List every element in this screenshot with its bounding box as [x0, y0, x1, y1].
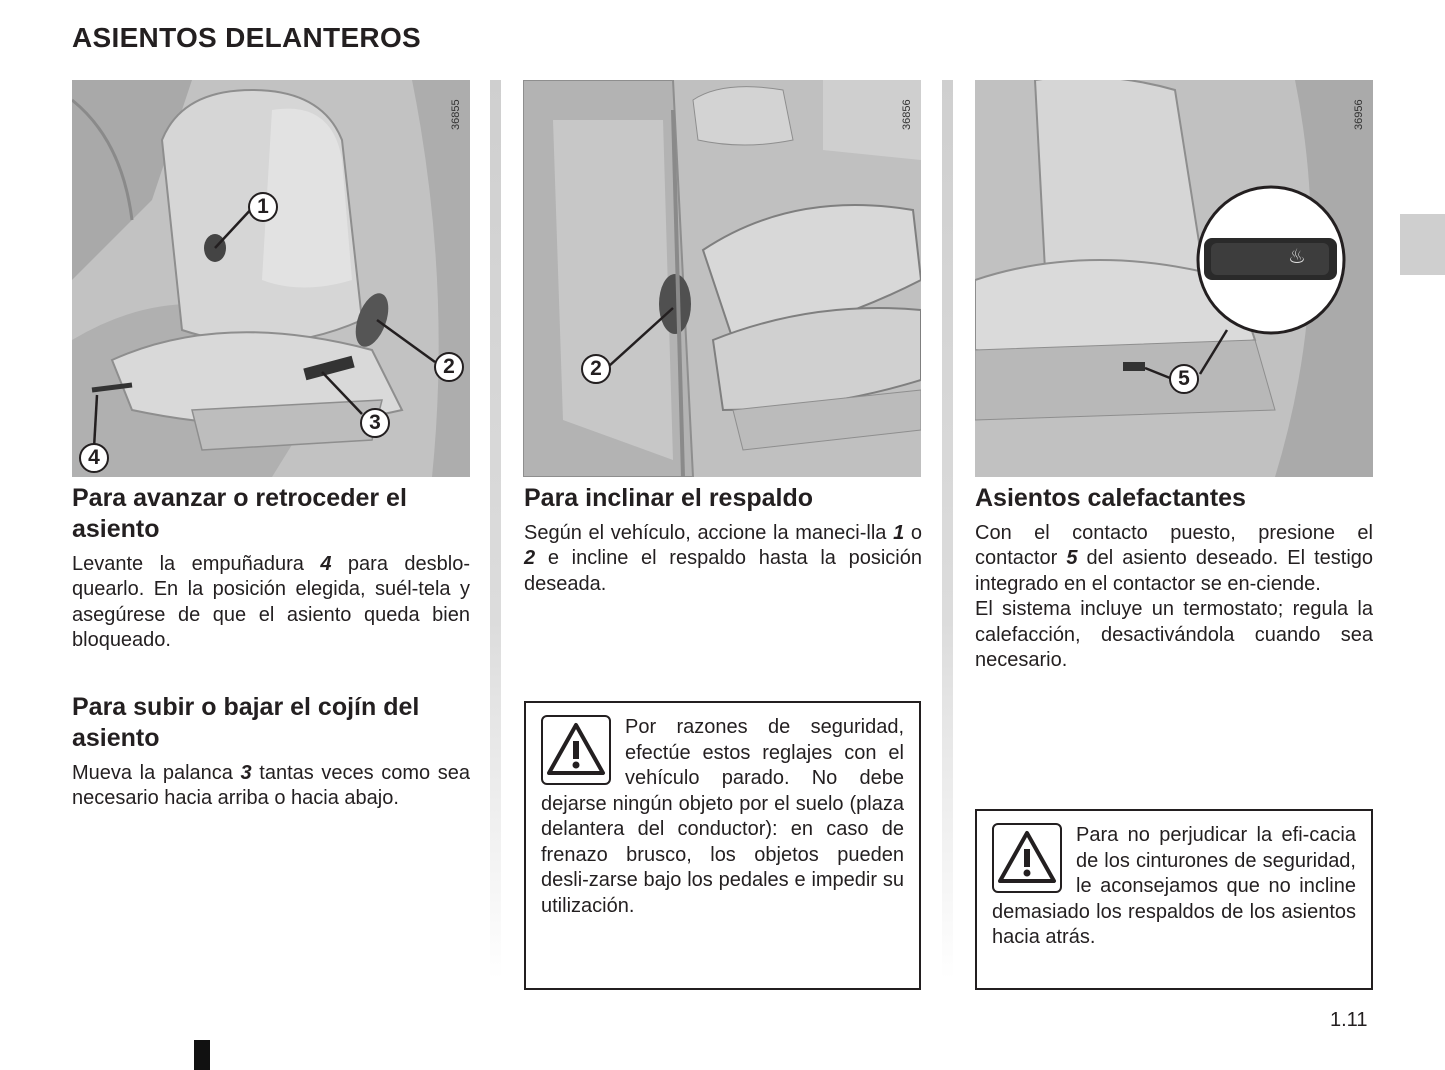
- warning-box: [524, 701, 921, 990]
- callout-2: 2: [434, 352, 464, 382]
- seat-photo-2: [523, 80, 921, 477]
- figure-ref-number: 36856: [901, 99, 913, 130]
- column-divider: [942, 80, 953, 980]
- callout-5: 5: [1169, 364, 1199, 394]
- seat-photo-1: [72, 80, 470, 477]
- callout-2: 2: [581, 354, 611, 384]
- warning-text: Para no perjudicar la efi-cacia de los cinturones de seguridad, le aconsejamos que no incline demasiado los respaldos de los asientos hacia atrás.: [992, 824, 1356, 948]
- seat-heater-icon: ♨: [1288, 246, 1306, 268]
- body-text: Levante la empuñadura 4 para desblo-quearlo. En la posición elegida, suél-tela y asegúrese de que el asiento queda bien bloqueado.: [72, 553, 470, 652]
- section-heading: Para avanzar o retroceder el asiento: [72, 484, 407, 543]
- warning-triangle-icon: [992, 823, 1062, 893]
- body-text: Según el vehículo, accione la maneci-lla 1 o 2 e incline el respaldo hasta la posición deseada.: [524, 522, 922, 595]
- figure-ref-number: 36855: [450, 99, 462, 130]
- body-text: Con el contacto puesto, presione el contactor 5 del asiento deseado. El testigo integrado en el contactor se en-ciende.: [975, 522, 1374, 595]
- seat-photo-3: [975, 80, 1373, 477]
- callout-4: 4: [79, 443, 109, 473]
- section-heading: Para subir o bajar el cojín del asiento: [72, 692, 420, 752]
- figure-ref-number: 36956: [1353, 99, 1365, 130]
- section-heading: Para inclinar el respaldo: [524, 484, 814, 512]
- warning-triangle-icon: [541, 715, 611, 785]
- warning-box: [975, 809, 1373, 990]
- section-heading: Asientos calefactantes: [975, 484, 1246, 512]
- body-text: Mueva la palanca 3 tantas veces como sea necesario hacia arriba o hacia abajo.: [72, 761, 470, 810]
- page-title: ASIENTOS DELANTEROS: [72, 22, 422, 53]
- callout-1: 1: [248, 192, 278, 222]
- column-divider: [490, 80, 501, 980]
- warning-text: Por razones de seguridad, efectúe estos reglajes con el vehículo parado. No debe dejarse ningún objeto por el suelo (plaza delantera del conductor): en caso de frenazo brusco, los objetos pueden desli-zarse bajo los pedales e impedir su utilización.: [541, 716, 904, 917]
- callout-3: 3: [360, 408, 390, 438]
- body-text: El sistema incluye un termostato; regula la calefacción, desactivándola cuando sea necesario.: [975, 598, 1373, 672]
- section-thumb-tab: [1400, 214, 1445, 275]
- page-number: 1.11: [1330, 1009, 1368, 1031]
- print-mark: [194, 1040, 210, 1070]
